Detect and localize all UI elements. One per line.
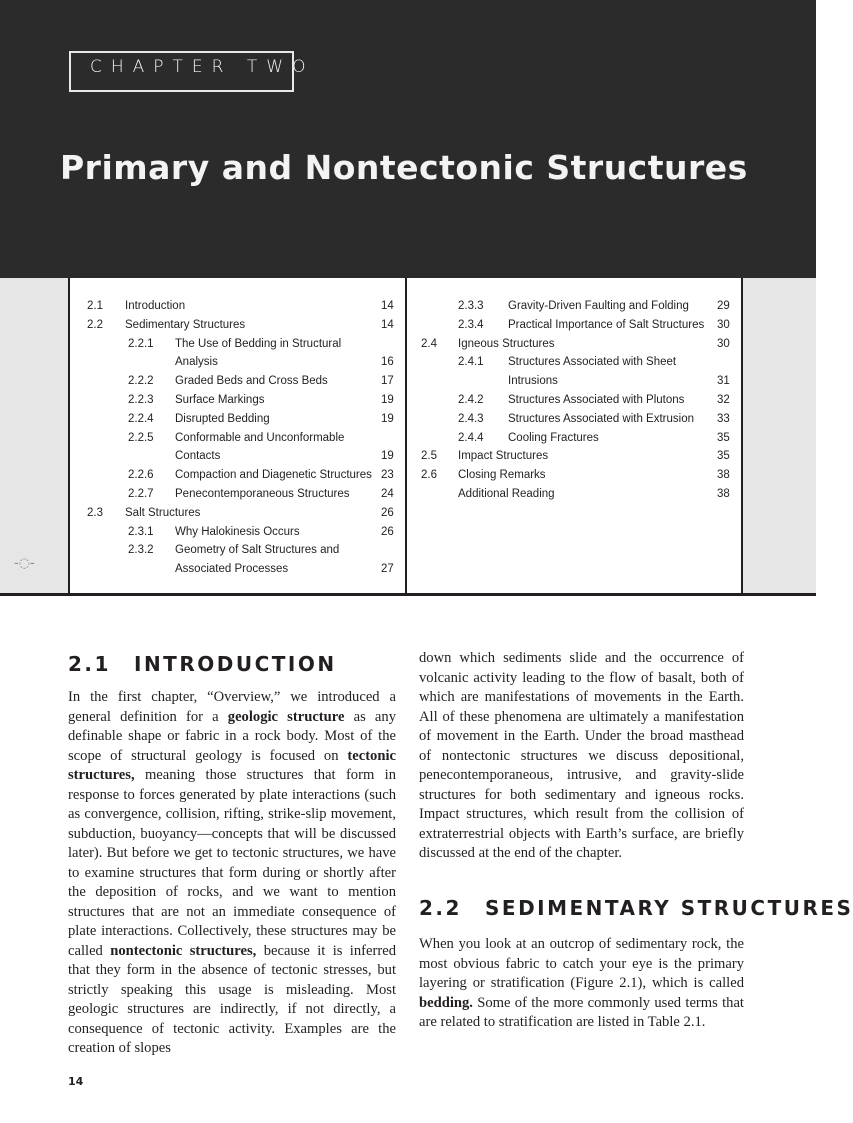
toc-entry-title: Impact Structures (458, 450, 549, 463)
toc-entry-page: 19 (381, 450, 394, 463)
page-number: 14 (68, 1075, 84, 1088)
chapter-label: CHAPTER TWO (90, 57, 315, 77)
toc-entry-page: 26 (381, 506, 394, 519)
toc-entry-number: 2.4.4 (458, 431, 484, 444)
toc-entry-title: Compaction and Diagenetic Structures (175, 469, 372, 482)
toc-entry-number: 2.2.3 (128, 394, 154, 406)
toc-entry-number: 2.3.3 (458, 300, 484, 312)
sedimentary-body (419, 935, 744, 1033)
toc-entry-number: 2.6 (421, 469, 437, 482)
toc-entry-page: 24 (381, 488, 394, 500)
toc-entry-number: 2.4.1 (458, 356, 484, 369)
toc-entry-number: 2.2 (87, 318, 103, 331)
toc-entry-title: Closing Remarks (458, 469, 546, 482)
toc-entry-page: 33 (717, 412, 730, 425)
term-nontectonic-structures: nontectonic structures, (110, 942, 257, 959)
toc-entry-number: 2.2.2 (128, 375, 154, 388)
toc-entry-title: Additional Reading (458, 488, 555, 500)
toc-entry-number: 2.4 (421, 337, 437, 350)
toc-entry-title: Graded Beds and Cross Beds (175, 375, 328, 388)
toc-entry-title: The Use of Bedding in Structural (175, 337, 342, 350)
toc-entry-title: Analysis (175, 356, 218, 369)
toc-entry-number: 2.5 (421, 450, 437, 463)
toc-entry-number: 2.2.6 (128, 469, 154, 482)
term-tectonic-structures: tectonic structures, (68, 747, 396, 783)
toc-entry-page: 30 (717, 318, 730, 331)
toc-entry-title: Gravity-Driven Faulting and Folding (508, 300, 689, 312)
toc-entry-title: Surface Markings (175, 394, 265, 406)
section-heading-introduction: 2.1 INTRODUCTION (68, 652, 337, 676)
toc-entry-page: 35 (717, 450, 730, 463)
section-heading-sedimentary: 2.2 SEDIMENTARY STRUCTURES (419, 896, 853, 920)
intro-paragraph: In the first chapter, “Overview,” we introduced a general definition for a geologic structure as any definable shape or fabric in a rock body. Most of the scope of structural geology is focused on tectonic structures, meaning those structures that form in response to forces generated by plate interactions (such as convergence, collision, rifting, strike-slip movement, subduction, buoyancy—concepts that will be discussed later). But before we get to tectonic structures, we have to examine structures that form during or shortly after the deposition of rocks, and we want to mention structures that are not an immediate consequence of plate interactions. Collectively, these structures may be called nontectonic structures, because it is inferred that they form in the absence of tectonic stresses, but strictly speaking this usage is misleading. Most geologic structures are indirectly, if not directly, a consequence of tectonic activity. Examples are the creation of slopes (68, 689, 396, 1056)
toc-entry-title: Penecontemporaneous Structures (175, 488, 350, 500)
toc-entry-number: 2.4.3 (458, 412, 484, 425)
toc-entry-page: 35 (717, 431, 730, 444)
registration-mark: -◌- (14, 556, 35, 571)
toc-entry-page: 29 (717, 300, 730, 312)
toc-entry-title: Contacts (175, 450, 221, 463)
toc-entry-title: Intrusions (508, 375, 558, 388)
toc-entry-title: Geometry of Salt Structures and (175, 544, 340, 557)
term-geologic-structure: geologic structure (227, 708, 345, 725)
toc-entry-number: 2.2.7 (128, 488, 154, 500)
toc-entry-page: 27 (381, 563, 394, 576)
term-bedding: bedding. (419, 994, 473, 1011)
toc-entry-number: 2.3.4 (458, 318, 484, 331)
toc-entry-page: 17 (381, 375, 394, 388)
toc-entry-title: Associated Processes (175, 563, 289, 576)
toc-entry-page: 14 (381, 318, 394, 331)
toc-entry-page: 31 (717, 375, 730, 388)
toc-entry-title: Disrupted Bedding (175, 412, 270, 425)
toc-entry-title: Structures Associated with Plutons (508, 394, 685, 406)
toc-entry-number: 2.3 (87, 506, 103, 519)
chapter-title: Primary and Nontectonic Structures (60, 148, 748, 187)
toc-entry-page: 26 (381, 525, 394, 538)
toc-entry-page: 19 (381, 394, 394, 406)
toc-entry-page: 30 (717, 337, 730, 350)
toc-entry-title: Practical Importance of Salt Structures (508, 318, 705, 331)
toc-entry-page: 38 (717, 488, 730, 500)
toc-entry-title: Conformable and Unconformable (175, 431, 345, 444)
toc-entry-title: Sedimentary Structures (125, 318, 246, 331)
toc-entry-page: 19 (381, 412, 394, 425)
intro-continued-paragraph: down which sediments slide and the occurrence of volcanic activity leading to the flow of basalt, both of which are manifestations of movements in the Earth. All of these phenomena are ultimately a manifestation of movement in the Earth. Under the broad masthead of nontectonic structures we discuss depositional, penecontemporaneous, intrusive, and gravity-slide structures for both sedimentary and igneous rocks. Impact structures, which result from the collision of extraterrestrial objects with Earth’s surface, are briefly discussed at the end of the chapter. (419, 650, 744, 861)
toc-entry-title: Salt Structures (125, 506, 201, 519)
toc-entry-page: 32 (717, 394, 730, 406)
toc-entry-number: 2.2.1 (128, 337, 154, 350)
toc-entry-number: 2.4.2 (458, 394, 484, 406)
right-body-column (419, 649, 744, 864)
chapter-header (0, 0, 816, 278)
toc-entry-number: 2.2.4 (128, 412, 154, 425)
left-body-column (68, 688, 396, 1059)
toc-entry-page: 38 (717, 469, 730, 482)
toc-entry-title: Structures Associated with Extrusion (508, 412, 694, 425)
toc-entry-number: 2.3.2 (128, 544, 154, 557)
toc-entry-number: 2.2.5 (128, 431, 154, 444)
toc-entry-number: 2.1 (87, 300, 103, 312)
sedimentary-paragraph: When you look at an outcrop of sedimentary rock, the most obvious fabric to catch your eye is the primary layering or stratification (Figure 2.1), which is called bedding. Some of the more commonly used terms that are related to stratification are listed in Table 2.1. (419, 936, 744, 1030)
toc-bottom-rule (0, 593, 816, 596)
toc-entry-number: 2.3.1 (128, 525, 154, 538)
toc-entry-page: 16 (381, 356, 394, 369)
toc-entry-title: Why Halokinesis Occurs (175, 525, 300, 538)
toc-entry-title: Structures Associated with Sheet (508, 356, 677, 369)
toc-entry-title: Introduction (125, 300, 186, 312)
toc-entry-title: Igneous Structures (458, 337, 555, 350)
toc-entry-title: Cooling Fractures (508, 431, 599, 444)
toc-entry-page: 23 (381, 469, 394, 482)
toc-entry-page: 14 (381, 300, 394, 312)
toc-divider (405, 278, 407, 596)
